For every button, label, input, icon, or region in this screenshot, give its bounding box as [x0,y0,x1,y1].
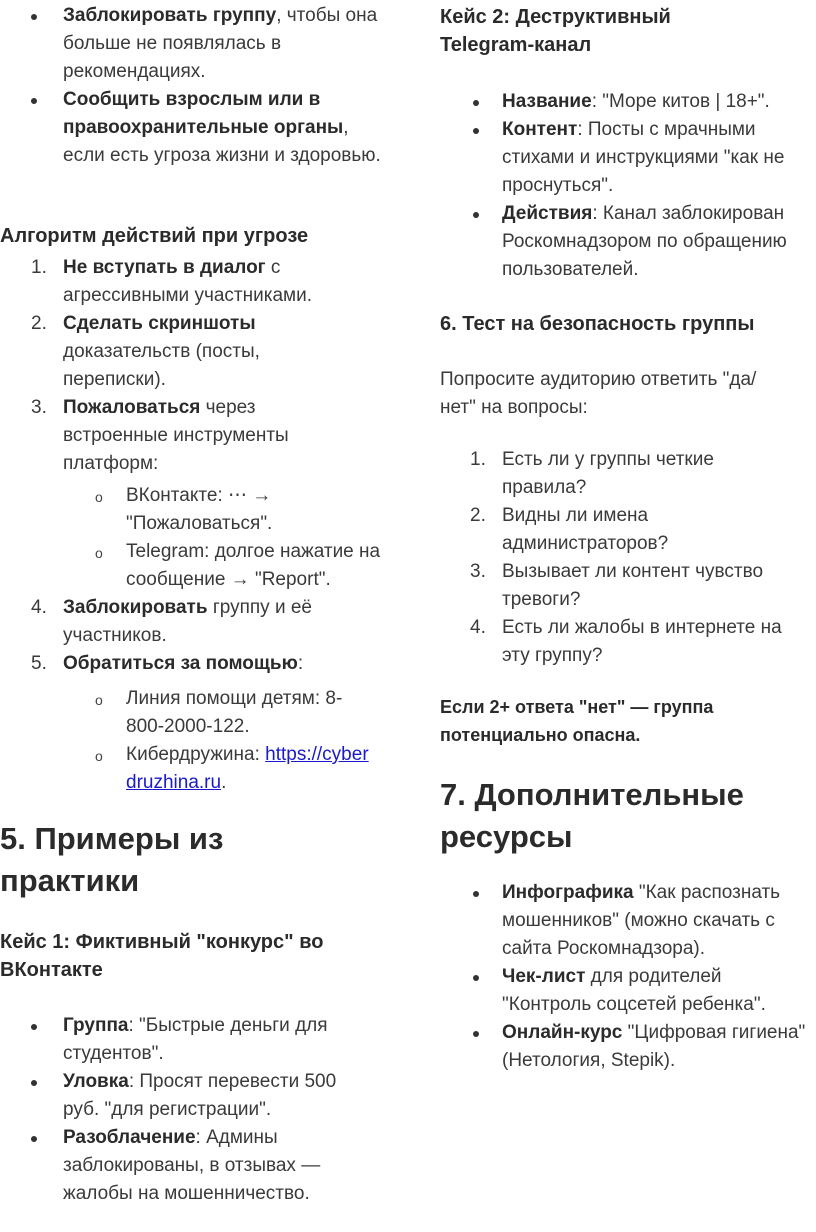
list-item: Пожаловаться через встроенные инструменты платформ: [63,397,289,474]
case2-heading: Кейс 2: Деструктивный Telegram-канал [440,6,671,56]
circle-bullet-icon: o [95,545,103,561]
bullet-icon [473,212,479,218]
bullet-icon [473,128,479,134]
list-item: Обратиться за помощью: [63,653,304,674]
bullet-icon [473,891,479,897]
bullet-icon [473,975,479,981]
bullet-icon [31,14,37,20]
list-item: Инфографика "Как распознать мошенников" (можно скачать с сайта Роскомнадзора). [502,882,781,959]
section6-heading: 6. Тест на безопасность группы [440,313,755,335]
list-number: 5. [31,653,47,674]
cyberdruzhina-link[interactable]: https://cyberdruzhina.ru [126,744,369,793]
list-number: 1. [31,257,47,278]
list-item: Вызывает ли контент чувство тревоги? [502,561,764,610]
list-item: Онлайн-курс "Цифровая гигиена" (Нетология, Stepik). [502,1022,806,1071]
sub-list-item: ВКонтакте: ⋯ → "Пожаловаться". [126,485,273,534]
list-item: Разоблачение: Админы заблокированы, в отзывах — жалобы на мошенничество. [63,1127,321,1204]
list-item: Сделать скриншоты доказательств (посты, переписки). [63,313,260,390]
bullet-icon [473,1031,479,1037]
list-number: 1. [470,449,486,470]
list-number: 4. [470,617,486,638]
circle-bullet-icon: o [95,489,103,505]
bullet-icon [31,1136,37,1142]
list-item: Есть ли у группы четкие правила? [502,449,714,498]
warning-text: Если 2+ ответа "нет" — группа потенциально опасна. [440,697,714,745]
list-item: Контент: Посты с мрачными стихами и инструкциями "как не проснуться". [502,119,785,196]
list-item: Видны ли имена администраторов? [502,505,669,554]
list-item: Группа: "Быстрые деньги для студентов". [63,1015,328,1064]
bullet-icon [31,1080,37,1086]
algorithm-heading: Алгоритм действий при угрозе [0,225,309,247]
section6-intro: Попросите аудиторию ответить "да/нет" на вопросы: [440,369,757,418]
circle-bullet-icon: o [95,692,103,708]
list-item: Уловка: Просят перевести 500 руб. "для регистрации". [63,1071,337,1120]
section5-heading: 5. Примеры из практики [0,821,224,898]
sub-list-item: Линия помощи детям: 8-800-2000-122. [126,688,343,737]
list-item: Название: "Море китов | 18+". [502,91,770,112]
list-item: Действия: Канал заблокирован Роскомнадзором по обращению пользователей. [502,203,787,280]
list-number: 4. [31,597,47,618]
sub-list-item: Telegram: долгое нажатие на сообщение → "Report". [126,541,381,590]
bullet-icon [473,100,479,106]
list-item: Чек-лист для родителей "Контроль соцсетей ребенка". [502,966,766,1015]
list-item: Сообщить взрослым или в правоохранительные органы, если есть угроза жизни и здоровью. [63,89,381,166]
list-item: Есть ли жалобы в интернете на эту группу? [502,617,782,666]
list-item: Заблокировать группу, чтобы она больше не появлялась в рекомендациях. [63,5,378,82]
section7-heading: 7. Дополнительные ресурсы [440,777,744,854]
bullet-icon [31,98,37,104]
list-number: 2. [31,313,47,334]
circle-bullet-icon: o [95,748,103,764]
list-item: Не вступать в диалог с агрессивными участниками. [63,257,312,306]
sub-list-item: Кибердружина: https://cyberdruzhina.ru. [126,744,369,793]
list-number: 3. [470,561,486,582]
case1-heading: Кейс 1: Фиктивный "конкурс" во ВКонтакте [0,931,324,981]
list-number: 3. [31,397,47,418]
list-number: 2. [470,505,486,526]
bullet-icon [31,1024,37,1030]
list-item: Заблокировать группу и её участников. [63,597,312,646]
